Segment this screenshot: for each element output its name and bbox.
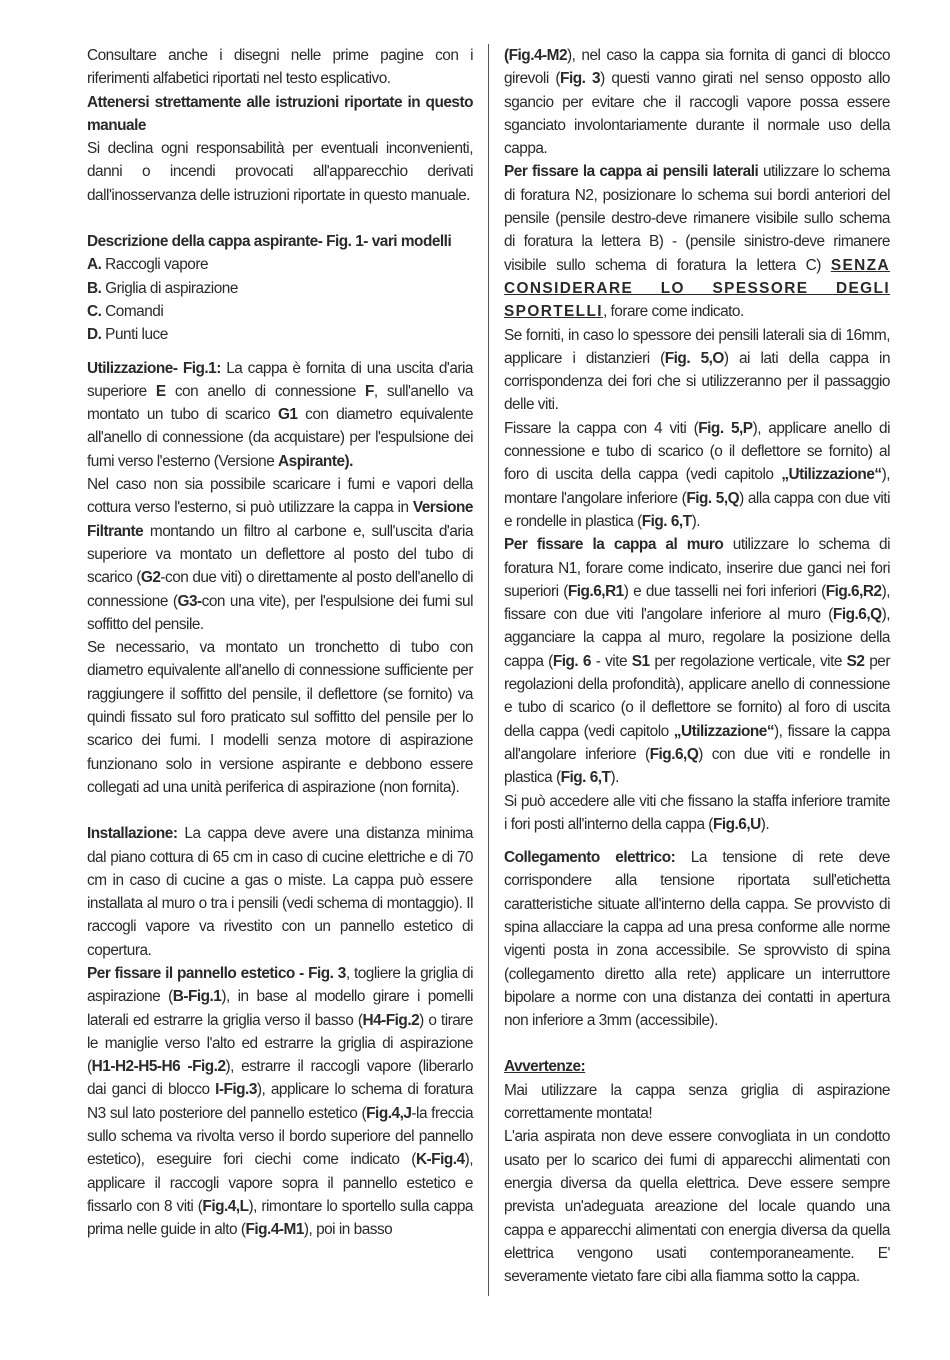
viti-paragraph: Fissare la cappa con 4 viti (Fig. 5,P), applicare anello di connessione e tubo di scarico (o il deflettore se fornito) al foro di uscita della cappa (vedi capitolo „Utilizzazione“), montare l'angolare inferiore (Fig. 5,Q) alla cappa con due viti e rondelle in plastica (Fig. 6,T). [504, 419, 891, 530]
intro-paragraph: Consultare anche i disegni nelle prime pagine con i riferimenti alfabetici riportati nel testo esplicativo. [87, 47, 473, 88]
left-column [87, 44, 473, 1242]
staffa-paragraph: Si può accedere alle viti che fissano la staffa inferiore tramite i fori posti all'interno della cappa (Fig.6,U). [504, 792, 890, 833]
installazione-paragraph: Installazione: La cappa deve avere una distanza minima dal piano cottura di 65 cm in caso di cucine elettriche e di 70 cm in caso di cucine a gas o miste. La cappa può essere installata al muro o tra i pensili (vedi schema di montaggio). Il raccogli vapore va rivestito con un pannello estetico di copertura. [87, 825, 473, 959]
distanzieri-paragraph: Se forniti, in caso lo spessore dei pensili laterali sia di 16mm, applicare i distanzieri (Fig. 5,O) ai lati della cappa in corrispondenza dei fori che si utilizzeranno per il passaggio delle viti. [504, 326, 891, 414]
column-divider [488, 44, 489, 1296]
pannello-paragraph: Per fissare il pannello estetico - Fig. 3, togliere la griglia di aspirazione (B-Fig.1), in base al modello girare i pomelli laterali ed estrarre la griglia verso il basso (H4-Fig.2) o tirare le maniglie verso l'alto ed estrarre la griglia di aspirazione (H1-H2-H5-H6 -Fig.2), estrarre il raccogli vapore (liberarlo dai ganci di blocco I-Fig.3), applicare lo schema di foratura N3 sul lato posteriore del pannello estetico (Fig.4,J-la freccia sullo schema va rivolta verso il bordo superiore del pannello estetico), eseguire fori ciechi come indicato (K-Fig.4), applicare il raccogli vapore sopra il pannello estetico e fissarlo con 8 viti (Fig.4,L), rimontare lo sportello sulla cappa prima nelle guide in alto (Fig.4-M1), poi in basso [87, 964, 474, 1239]
avvertenze-heading: Avvertenze: [504, 1058, 586, 1076]
avvertenze-paragraph-1: Mai utilizzare la cappa senza griglia di aspirazione correttamente montata! [504, 1081, 890, 1123]
avvertenze-paragraph-2: L'aria aspirata non deve essere convogliata in un condotto usato per lo scarico dei fumi di apparecchi alimentati con energia diversa da quella elettrica. Deve essere sempre prevista un'adeguata areazione del locale quando una cappa e apparecchi alimentati con energia diversa da quella elettrica vengono usati contemporaneamente. E' severamente vietato fare cibi alla fiamma sotto la cappa. [504, 1128, 890, 1286]
tronchetto-paragraph: Se necessario, va montato un tronchetto di tubo con diametro equivalente all'anello di connessione sufficiente per raggiungere il soffitto del pensile, il deflettore (se fornito) va quindi fissato sul foro praticato sul soffitto del pensile per lo scarico dei fumi. I modelli senza motore di aspirazione funzionano solo in versione aspirante e debbono essere collegati ad una unità periferica di aspirazione (non fornita). [87, 639, 473, 796]
disclaimer-paragraph: Si declina ogni responsabilità per eventuali inconvenienti, danni o incendi provocati all'apparecchio derivati dall'inosservanza delle istruzioni riportate in questo manuale. [87, 140, 473, 204]
right-column [504, 44, 890, 1288]
filtrante-paragraph: Nel caso non sia possibile scaricare i fumi e vapori della cottura verso l'esterno, si può utilizzare la cappa in Versione Filtrante montando un filtro al carbone e, sull'uscita d'aria superiore va montato un deflettore al posto del tubo di scarico (G2-con due viti) o direttamente al posto dell'anello di connessione (G3-con una vite), per l'espulsione dei fumi sul soffitto del pensile. [87, 476, 473, 633]
continuation-paragraph: (Fig.4-M2), nel caso la cappa sia fornita di ganci di blocco girevoli (Fig. 3) questi vanno girati nel senso opposto allo sgancio per evitare che il raccogli vapore possa essere sganciato involontariamente durante il normale uso della cappa. [504, 47, 890, 158]
warning-heading: Attenersi strettamente alle istruzioni riportate in questo manuale [87, 93, 473, 134]
utilizzazione-paragraph: Utilizzazione- Fig.1: La cappa è fornita di una uscita d'aria superiore E con anello di connessione F, sull'anello va montato un tubo di scarico G1 con diametro equivalente all'anello di connessione (da acquistare) per l'espulsione dei fumi verso l'esterno (Versione Aspirante). [87, 359, 474, 470]
pensili-paragraph: Per fissare la cappa ai pensili laterali utilizzare lo schema di foratura N2, posizionare lo schema sui bordi anteriori del pensile (pensile destro-deve rimanere visibile sullo schema di foratura la lettera B) - (pensile sinistro-deve rimanere visibile sullo schema di foratura la lettera C) SENZA CONSIDERARE LO SPESSORE DEGLI SPORTELLI, forare come indicato. [504, 163, 890, 321]
list-item: B. Griglia di aspirazione [87, 279, 238, 297]
list-item: A. Raccogli vapore [87, 256, 209, 274]
muro-paragraph: Per fissare la cappa al muro utilizzare lo schema di foratura N1, forare come indicato, inserire due ganci nei fori superiori (Fig.6,R1) e due tasselli nei fori inferiori (Fig.6,R2), fissare con due viti l'angolare inferiore al muro (Fig.6,Q), agganciare la cappa al muro, regolare la posizione della cappa (Fig. 6 - vite S1 per regolazione verticale, vite S2 per regolazioni della profondità), applicare anello di connessione e tubo di scarico (o il deflettore se fornito) al foro di uscita della cappa (vedi capitolo „Utilizzazione“), fissare la cappa all'angolare inferiore (Fig.6,Q) con due viti e rondelle in plastica (Fig. 6,T). [504, 536, 890, 787]
description-heading: Descrizione della cappa aspirante- Fig. 1- vari modelli [87, 233, 452, 251]
list-item: D. Punti luce [87, 326, 168, 344]
elettrico-paragraph: Collegamento elettrico: La tensione di rete deve corrispondere alla tensione riportata sull'etichetta caratteristiche situate all'interno della cappa. Se provvisto di spina allacciare la cappa ad una presa conforme alle norme vigenti posta in zona accessibile. Se sprovvisto di spina (collegamento diretto alla rete) applicare un interruttore bipolare a norme con una distanza dei contatti in apertura non inferiore a 3mm (accessibile). [504, 849, 890, 1030]
list-item: C. Comandi [87, 302, 164, 320]
